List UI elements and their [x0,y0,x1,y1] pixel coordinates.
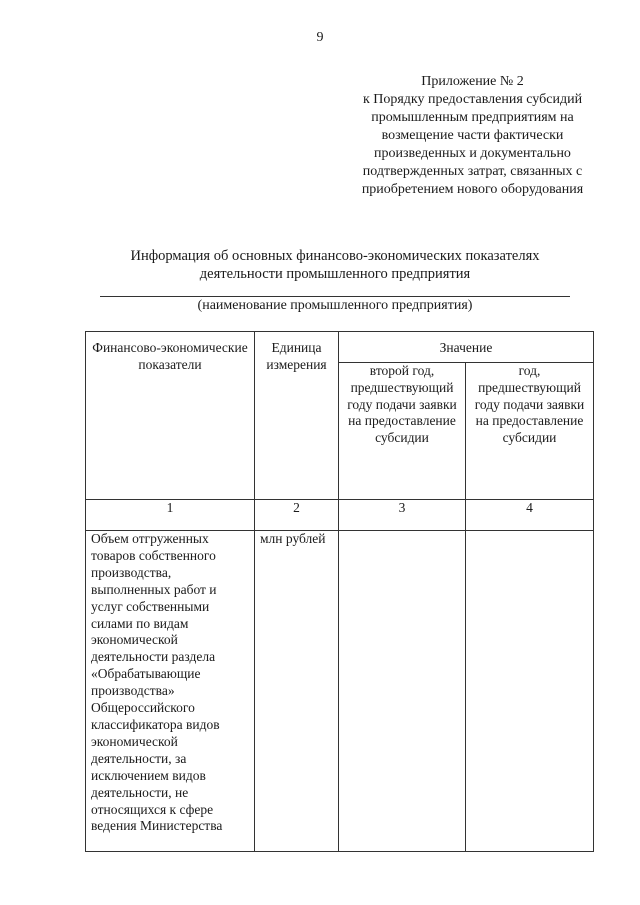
appendix-line: подтвержденных затрат, связанных с [362,164,583,179]
indicator-cell: Объем отгруженных товаров собственного производства, выполненных работ и услуг собственными силами по видам экономической деятельности раздела «Обрабатывающие производства» Общероссийского классификатора видов экономической деятельности, за исключением видов деятельности, не относящихся к сфере ведения Министерства [86,531,255,852]
appendix-line: к Порядку предоставления субсидий [362,92,583,107]
value-cell-col3 [339,531,466,852]
header-indicators: Финансово-экономические показатели [86,332,255,500]
document-title [0,247,640,283]
header-unit: Единица измерения [255,332,339,500]
column-number: 4 [466,500,594,531]
header-col3: второй год, предшествующий году подачи заявки на предоставление субсидии [339,363,466,500]
column-number-row [86,500,594,531]
header-col4: год, предшествующий году подачи заявки на предоставление субсидии [466,363,594,500]
appendix-line: промышленным предприятиям на [371,110,574,125]
enterprise-name-caption: (наименование промышленного предприятия) [197,298,473,313]
header-value: Значение [339,332,594,363]
appendix-line: возмещение части фактически [381,128,564,143]
column-number: 2 [255,500,339,531]
column-number: 1 [86,500,255,531]
column-number: 3 [339,500,466,531]
appendix-block [330,73,615,199]
indicators-table [85,331,594,852]
value-cell-col4 [466,531,594,852]
unit-cell: млн рублей [255,531,339,852]
appendix-line: произведенных и документально [374,146,571,161]
page-number: 9 [316,30,324,45]
appendix-line: приобретением нового оборудования [361,182,584,197]
header-row [86,332,594,363]
title-line: деятельности промышленного предприятия [199,266,471,282]
appendix-line: Приложение № 2 [421,74,524,89]
table-row [86,531,594,852]
title-line: Информация об основных финансово-экономических показателях [130,248,540,264]
